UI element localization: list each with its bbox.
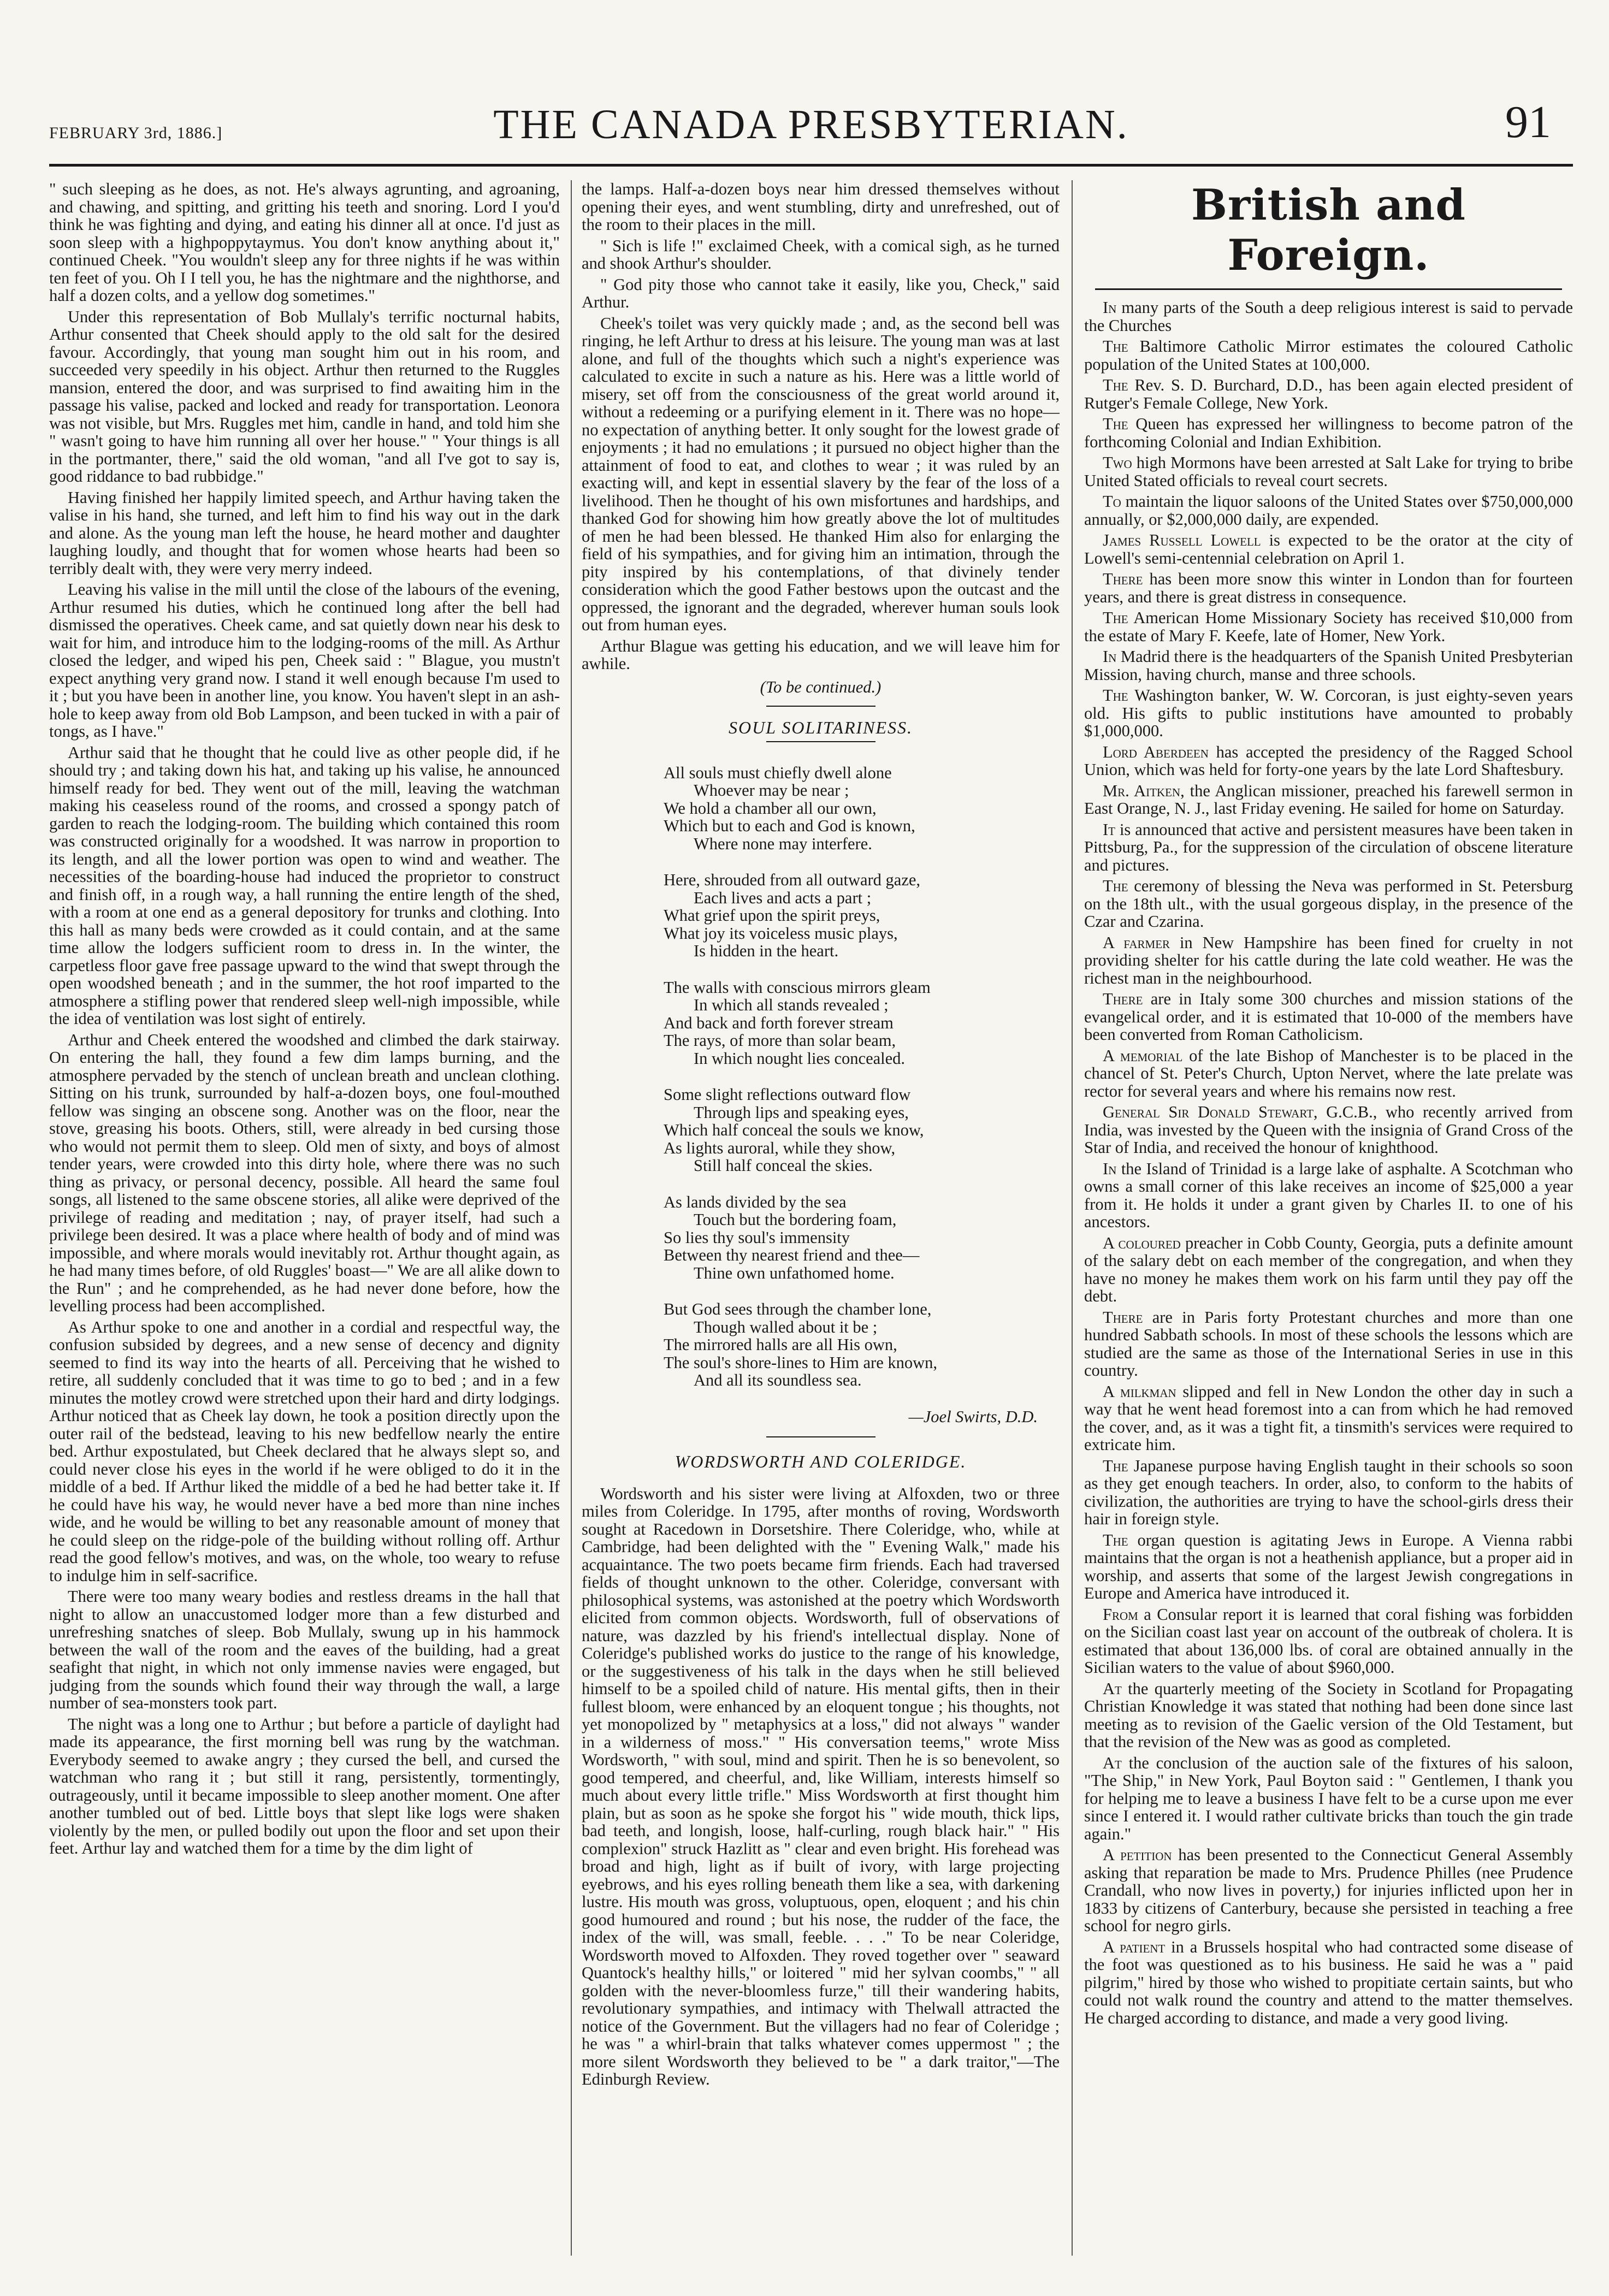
news-item (1084, 415, 1573, 451)
news-item (1084, 1234, 1573, 1305)
poem-stanza (664, 764, 1060, 853)
news-item-lead: General Sir Donald Stewart (1103, 1103, 1314, 1121)
news-item-lead: It (1103, 820, 1115, 839)
story-paragraph: Arthur said that he thought that he could live as other people did, if he should try ; and taking down his hat, and taking up his valise, he announced himself ready for bed. They went out of the mill, leaving the watchman making his ceaseless round of the rooms, and crossed a spongy patch of garden to reach the lodging-room. The building which contained this room was constructed originally for a woodshed. It was narrow in proportion to its length, and all the lower portion was open to wind and weather. The necessities of the boarding-house had induced the proprietor to construct and finish off, in a rough way, a hall running the entire length of the shed, with a room at one end as a general depository for trunks and clothing. Into this hall as many beds were crowded as it could contain, and at the same time allow the lodgers sufficient room to dress in. In the winter, the carpetless floor gave free passage upward to the wind that swept through the open woodshed beneath ; and in the summer, the hot roof imparted to the atmosphere a stifling power that rendered sleep well-nigh impossible, while the idea of ventilation was lost sight of entirely. (49, 743, 560, 1028)
news-item-text: Rev. S. D. Burchard, D.D., has been again elected president of Rutger's Female College, New York. (1084, 376, 1573, 412)
poem-line: Thine own unfathomed home. (694, 1263, 895, 1282)
to-be-continued-note: (To be continued.) (760, 677, 882, 696)
news-item (1084, 493, 1573, 528)
news-item-text: has been more snow this winter in London than for fourteen years, and there is great distress in consequence. (1084, 570, 1573, 606)
news-item-lead: A coloured (1103, 1233, 1181, 1252)
poem-line: The rays, of more than solar beam, (664, 1031, 896, 1050)
news-item-text: the Island of Trinidad is a large lake of asphalte. A Scotchman who owns a small corner of this lake receives an income of $25,000 a year from it. He holds it under a grant given by Charles II. to one of his ancestors. (1084, 1159, 1573, 1231)
news-item (1084, 338, 1573, 373)
poem-line: What joy its voiceless music plays, (664, 924, 898, 943)
poem-line: Is hidden in the heart. (694, 942, 839, 960)
news-item-lead: The (1103, 608, 1128, 627)
news-item (1084, 990, 1573, 1044)
news-item-lead: From (1103, 1605, 1138, 1624)
news-item-lead: The (1103, 686, 1128, 705)
news-item-text: many parts of the South a deep religious interest is said to pervade the Churches (1084, 298, 1573, 335)
news-items-list (1084, 299, 1573, 2027)
poem-line: The mirrored halls are all His own, (664, 1335, 897, 1354)
news-item-lead: There (1103, 1307, 1143, 1327)
news-item-text: of the late Bishop of Manchester is to be placed in the chancel of St. Peter's Church, Upton Nervet, where the late prelate was rector for several years and where his remains now rest. (1084, 1046, 1573, 1100)
news-item-text: ceremony of blessing the Neva was performed in St. Petersburg on the 18th ult., with the usual gorgeous display, in the presence of the Czar and Czarina. (1084, 877, 1573, 931)
news-item-text: has accepted the presidency of the Ragged School Union, which was held for forty-one years by the late Lord Shaftesbury. (1084, 742, 1573, 779)
poem-author: —Joel Swirts, D.D. (908, 1407, 1038, 1426)
news-item (1084, 1754, 1573, 1843)
newspaper-title: THE CANADA PRESBYTERIAN. (493, 102, 1129, 147)
story-paragraph: " such sleeping as he does, as not. He's always agrunting, and agroaning, and chawing, and spitting, and gritting his teeth and snoring. Lord I you'd think he was fighting and dying, and eating his dinner all at once. I'd just as soon sleep with a highpoppytaymus. You don't know anything about it," continued Cheek. "You wouldn't sleep any for three nights if he was within ten feet of you. Oh I I tell you, he has the nightmare and the nighthorse, and half a dozen colts, and a yellow dog sometimes." (49, 180, 560, 305)
news-item-text: Washington banker, W. W. Corcoran, is just eighty-seven years old. His gifts to public institutions have amounted to probably $1,000,000. (1084, 686, 1573, 740)
news-item-text: has been presented to the Connecticut General Assembly asking that reparation be made to Mrs. Prudence Philles (nee Prudence Crandall, who now lives in poverty,) for injuries inflicted upon her in 1833 by citizens of Canterbury, because she persisted in teaching a free school for negro girls. (1084, 1845, 1573, 1935)
poem-line: The walls with conscious mirrors gleam (664, 978, 931, 997)
news-item-lead: A milkman (1103, 1382, 1176, 1401)
poem-stanza (664, 1300, 1060, 1389)
poem-line: We hold a chamber all our own, (664, 798, 877, 818)
news-item-lead: Two (1103, 453, 1132, 472)
news-item-lead: The (1103, 877, 1128, 895)
story-paragraph: The night was a long one to Arthur ; but before a particle of daylight had made its appearance, the first morning bell was rung by the watchman. Everybody seemed to awake angry ; they cursed the bell, and cursed the watchman who rang it ; but still it rang, persistently, tormentingly, outrageously, until it became impossible to sleep another moment. One after another tumbled out of bed. Little boys that slept like logs were shaken violently by the men, or pulled bodily out upon the floor and set upon their feet. Arthur lay and watched them for a time by the dim light of (49, 1714, 560, 1857)
poem-line: All souls must chiefly dwell alone (664, 763, 892, 782)
poem-line: Where none may interfere. (694, 834, 872, 853)
poem-line: In which nought lies concealed. (694, 1049, 906, 1068)
news-item (1084, 376, 1573, 412)
news-item-lead: There (1103, 570, 1143, 588)
story-paragraph: Leaving his valise in the mill until the close of the labours of the evening, Arthur resumed his duties, which he continued long after the bell had dismissed the operatives. Cheek came, and sat quietly down near his desk to wait for him, and introduce him to the lodging-rooms of the mill. As Arthur closed the ledger, and wiped his pen, Cheek said : " Blague, you mustn't expect anything very grand now. I stand it well enough because I'm used to it ; but you have been in another line, you know. You haven't slept in an ash-hole to keep away from old Bob Lampson, and been tucked in with a pair of tongs, as I have." (49, 580, 560, 741)
poem-line: Between thy nearest friend and thee— (664, 1246, 920, 1264)
news-item (1084, 299, 1573, 334)
news-item-lead: In (1103, 647, 1117, 666)
news-item (1084, 1309, 1573, 1380)
poem-line: Which but to each and God is known, (664, 816, 915, 835)
issue-date: FEBRUARY 3rd, 1886.] (49, 124, 223, 142)
news-item-text: are in Italy some 300 churches and mission stations of the evangelical order, and it is estimated that 10-000 of the members have been converted from Roman Catholicism. (1084, 990, 1573, 1044)
news-item-text: , G.C.B., who recently arrived from India, was invested by the Queen with the insignia of Grand Cross of the Star of India, and received the honour of knighthood. (1084, 1103, 1573, 1157)
news-item-lead: At (1103, 1753, 1122, 1772)
news-item (1084, 1103, 1573, 1157)
news-item-lead: James Russell Lowell (1103, 531, 1261, 549)
news-item-text: slipped and fell in New London the other day in such a way that he went head foremost into a can from which he had removed the cover, and, as it was a tight fit, a tinsmith's services were required to extricate him. (1084, 1382, 1573, 1454)
story-paragraph: Under this representation of Bob Mullaly's terrific nocturnal habits, Arthur consented that Cheek should apply to the old salt for the desired favour. Accordingly, that young man sought him out in his room, and succeeded very speedily in his object. Arthur then returned to the Ruggles mansion, entered the door, and was surprised to find awaiting him in the passage his valise, packed and locked and ready for transportation. Leonora was not visible, but Mrs. Ruggles met him, candle in hand, and told him she " wasn't going to have him running all over her house." " Your things is all in the portmanter, there," said the old woman, "and all I've got to say is, good riddance to bad rubbidge." (49, 307, 560, 486)
news-item-lead: There (1103, 990, 1143, 1008)
poem-body (664, 764, 1060, 1389)
news-item (1084, 687, 1573, 740)
story-paragraph: the lamps. Half-a-dozen boys near him dressed themselves without opening their eyes, and went stumbling, dirty and unrefreshed, out of the room to their places in the mill. (582, 180, 1060, 234)
news-item-text: Baltimore Catholic Mirror estimates the coloured Catholic population of the United States at 100,000. (1084, 337, 1573, 374)
poem-line: As lands divided by the sea (664, 1192, 847, 1211)
column-divider (571, 180, 572, 2256)
article-title: WORDSWORTH AND COLERIDGE. (675, 1452, 967, 1471)
column-divider (1072, 180, 1073, 2256)
news-item-lead: The (1103, 1456, 1128, 1475)
news-item-text: , the Anglican missioner, preached his farewell sermon in East Orange, N. J., last Friday evening. He sailed for home on Saturday. (1084, 781, 1573, 818)
news-item-text: in a Brussels hospital who had contracted some disease of the foot was questioned as to his business. He said he was a " paid pilgrim," hired by those who wished to propitiate certain saints, but who could not walk round the country and attend to the matter themselves. He charged according to distance, and made a very good living. (1084, 1937, 1573, 2027)
story-paragraph: " God pity those who cannot take it easily, like you, Check," said Arthur. (582, 275, 1060, 311)
news-item (1084, 1047, 1573, 1100)
news-item-lead: The (1103, 337, 1128, 356)
news-item-lead: A farmer (1103, 933, 1170, 952)
news-item-text: high Mormons have been arrested at Salt Lake for trying to bribe United Stated officials to reveal court secrets. (1084, 453, 1573, 490)
news-item (1084, 1457, 1573, 1528)
story-paragraph: Having finished her happily limited speech, and Arthur having taken the valise in his hand, she turned, and left him to find his way out in the dark and alone. As the young man left the house, he heard mother and daughter laughing loudly, and thought that for women whose hearts had been so terribly dealt with, they were very merry indeed. (49, 488, 560, 578)
news-item (1084, 1160, 1573, 1231)
news-item (1084, 1846, 1573, 1935)
story-paragraph: " Sich is life !" exclaimed Cheek, with a comical sigh, as he turned and shook Arthur's shoulder. (582, 236, 1060, 273)
news-item-lead: Mr. Aitken (1103, 781, 1181, 800)
story-paragraph: Cheek's toilet was very quickly made ; and, as the second bell was ringing, he left Arthur to dress at his leisure. The young man was at last alone, and full of the thoughts which such a night's experience was calculated to excite in such a nature as his. Here was a little world of misery, set off from the consciousness of the great world around it, without a redeeming or a purifying element in it. There was no hope—no expectation of anything better. It only sought for the lowest grade of enjoyments ; it had no emulations ; it pursued no object higher than the attainment of food to eat, and clothes to wear ; it was ruled by an exacting will, and kept in essential slavery by the fear of the loss of a livelihood. Then he thought of his own misfortunes and hardships, and thanked God for showing him how greatly above the lot of multitudes of men he had been blessed. He thanked Him also for enlarging the field of his sympathies, and for giving him an intimation, through the pity inspired by his contemplations, of that divinely tender consideration which the good Father bestows upon the outcast and the oppressed, the ignorant and the degraded, wherever human souls look out from human eyes. (582, 313, 1060, 634)
news-item-text: in New Hampshire has been fined for cruelty in not providing shelter for his cattle during the late cold weather. He was the richest man in the neighbourhood. (1084, 933, 1573, 987)
news-item-text: American Home Missionary Society has received $10,000 from the estate of Mary F. Keefe, late of Homer, New York. (1084, 608, 1573, 645)
section-rule (766, 706, 876, 707)
news-item (1084, 743, 1573, 779)
poem-line: Through lips and speaking eyes, (694, 1103, 909, 1122)
article-paragraph: Wordsworth and his sister were living at Alfoxden, two or three miles from Coleridge. In 1795, after months of roving, Wordsworth sought at Racedown in Dorsetshire. There Coleridge, who, while at Cambridge, had been delighted with the " Evening Walk," made his acquaintance. The two poets became firm friends. Each had traversed fields of thought unknown to the other. Coleridge, conversant with philosophical systems, was astonished at the poetry which Wordsworth elicited from common objects. Wordsworth, full of observations of nature, was dazzled by his friend's intellectual display. None of Coleridge's published works do justice to the range of his knowledge, or the suggestiveness of his talk in the days when he still believed himself to be a spoiled child of nature. His mental gifts, then in their fullest bloom, were enhanced by an eloquent tongue ; his thoughts, not yet monopolized by " metaphysics at a loss," did not always " wander in a wilderness of moss." " His conversation teems," wrote Miss Wordsworth, " with soul, mind and spirit. Then he is so benevolent, so good tempered, and cheerful, and, like William, interests himself so much about every little trifle." Miss Wordsworth at first thought him plain, but as soon as he spoke she forgot his " wide mouth, thick lips, bad teeth, and longish, loose, half-curling, rough black hair." " His complexion" struck Hazlitt as " clear and even bright. His forehead was broad and high, light as if built of ivory, with large projecting eyebrows, and his eyes rolling beneath them like a sea, with darkening lustre. His mouth was gross, voluptuous, open, eloquent ; and his chin good humoured and round ; but his nose, the rudder of the face, the index of the will, was small, feeble. . . ." To be near Coleridge, Wordsworth moved to Alfoxden. They roved together over " seaward Quantock's healthy hills," or loitered " mid her sylvan coombs," " all golden with the never-bloomless furze," till their wandering habits, revolutionary sympathies, and intimacy with Thelwall attracted the notice of the Government. But the villagers had no fear of Coleridge ; he was " a whirl-brain that talks whatever comes uppermost " ; the more silent Wordsworth they believed to be " a dark traitor,"—The Edinburgh Review. (582, 1484, 1060, 2088)
news-item-text: are in Paris forty Protestant churches and more than one hundred Sabbath schools. In most of these schools the lessons which are studied are the same as those of the International Series in use in this country. (1084, 1307, 1573, 1380)
section-rule (766, 741, 876, 742)
page-header (49, 90, 1573, 150)
poem-stanza (664, 1193, 1060, 1282)
news-item-text: organ question is agitating Jews in Europe. A Vienna rabbi maintains that the organ is not a heathenish appliance, but a proper aid in worship, and asserts that some of the largest Jewish congregations in Europe and America have introduced it. (1084, 1530, 1573, 1602)
news-item-text: preacher in Cobb County, Georgia, puts a definite amount of the salary debt on each member of the congregation, and when they have no money he makes them work on his farm until they pay off the debt. (1084, 1233, 1573, 1305)
page-number: 91 (1505, 97, 1551, 147)
poem-line: Some slight reflections outward flow (664, 1085, 911, 1104)
poem-line: Whoever may be near ; (694, 781, 849, 800)
news-item-text: is announced that active and persistent measures have been taken in Pittsburg, Pa., for the suppression of the circulation of obscene literature and pictures. (1084, 820, 1573, 874)
news-item-lead: The (1103, 415, 1128, 433)
poem-line: And back and forth forever stream (664, 1013, 894, 1032)
story-paragraph: As Arthur spoke to one and another in a cordial and respectful way, the confusion subsided by degrees, and a new sense of decency and dignity seemed to find its way into the hearts of all. Perceiving that he wished to retire, all suddenly concluded that it was time to go to bed ; and in a few minutes the motley crowd were stretched upon their hard and dirty lodgings. Arthur noticed that as Cheek lay down, he took a position directly upon the outer rail of the bedstead, leaving to his new bedfellow nearly the entire bed. Arthur expostulated, but Cheek declared that he always slept so, and could never close his eyes in the world if he were obliged to do it in the middle of a bed. If Arthur liked the middle of a bed he had better take it. If he could have his way, he would never have a bed more than nine inches wide, and he would be willing to bet any reasonable amount of money that he could sleep on the ridge-pole of the building without rolling off. Arthur read the good fellow's motives, and was, on the whole, too weary to refuse to indulge him in self-sacrifice. (49, 1317, 560, 1585)
poem-line: And all its soundless sea. (694, 1371, 862, 1389)
news-item-lead: To (1103, 492, 1121, 511)
header-rule (49, 164, 1573, 167)
news-item (1084, 1938, 1573, 2027)
news-item (1084, 570, 1573, 606)
news-item (1084, 454, 1573, 489)
news-item-lead: A memorial (1103, 1046, 1183, 1065)
poem-line: In which all stands revealed ; (694, 996, 889, 1014)
section-heading: British and Foreign. (1191, 180, 1466, 280)
column-3-british-and-foreign (1084, 180, 1573, 2272)
news-item (1084, 1383, 1573, 1454)
poem-title: SOUL SOLITARINESS. (728, 718, 913, 737)
news-item-text: a Consular report it is learned that coral fishing was forbidden on the Sicilian coast last year on account of the outbreak of cholera. It is estimated that about 136,000 lbs. of coral are obtained annually in the Sicilian waters to the value of about $960,000. (1084, 1605, 1573, 1677)
news-item-text: maintain the liquor saloons of the United States over $750,000,000 annually, or $2,000,000 daily, are expended. (1084, 492, 1573, 529)
poem-line: So lies thy soul's immensity (664, 1228, 850, 1247)
news-item (1084, 1680, 1573, 1751)
news-item-text: is expected to be the orator at the city of Lowell's semi-centennial celebration on April 1. (1084, 531, 1573, 567)
story-paragraph: Arthur and Cheek entered the woodshed and climbed the dark stairway. On entering the hall, they found a few dim lamps burning, and the atmosphere pervaded by the stench of unclean breath and unclean clothing. Sitting on his trunk, surrounded by half-a-dozen boys, one foul-mouthed fellow was singing an obscene song. Another was on the floor, near the stove, greasing his boots. Others, still, were already in bed cursing those who would not permit them to sleep. Old men of sixty, and boys of almost tender years, were crowded into this dirty hole, where there was no such thing as privacy, or personal decency, possible. All heard the same foul songs, all listened to the same obscene stories, all alike were deprived of the privilege of reading and meditation ; nay, of prayer itself, had such a privilege been desired. It was a place where health of body and of mind was impossible, and where morals would inevitably rot. Arthur thought again, as he had many times before, of old Ruggles' boast—" We are all alike down to the Run" ; and he comprehended, as he had never done before, how the levelling process had been accomplished. (49, 1030, 560, 1315)
poem-stanza (664, 979, 1060, 1068)
news-item (1084, 821, 1573, 874)
news-item-text: Queen has expressed her willingness to become patron of the forthcoming Colonial and Indian Exhibition. (1084, 415, 1573, 451)
news-item (1084, 782, 1573, 818)
poem-stanza (664, 1086, 1060, 1175)
column-1-serial-story (49, 180, 560, 2272)
poem-line: Touch but the bordering foam, (694, 1210, 897, 1229)
news-item (1084, 1531, 1573, 1602)
news-item (1084, 877, 1573, 931)
news-item-lead: In (1103, 298, 1117, 317)
poem-stanza (664, 871, 1060, 960)
poem-line: Though walled about it be ; (694, 1317, 878, 1336)
poem-line: Each lives and acts a part ; (694, 888, 872, 907)
poem-line: The soul's shore-lines to Him are known, (664, 1353, 938, 1372)
news-item-lead: A patient (1103, 1937, 1166, 1956)
news-item-text: the quarterly meeting of the Society in Scotland for Propagating Christian Knowledge it was stated that nothing had been done since last meeting as to revision of the Gaelic version of the Old Testament, but that the revision of the New was as good as completed. (1084, 1679, 1573, 1751)
news-item-text: Madrid there is the headquarters of the Spanish United Presbyterian Mission, having church, manse and three schools. (1084, 647, 1573, 684)
news-item-text: Japanese purpose having English taught in their schools so soon as they get enough teachers. In order, also, to conform to the habits of civilization, the authorities are trying to have the school-girls dress their hair in foreign style. (1084, 1456, 1573, 1528)
story-paragraph: There were too many weary bodies and restless dreams in the hall that night to allow an unaccustomed lodger more than a few disturbed and unrefreshing snatches of sleep. Bob Mullaly, swung up in his hammock between the wall of the room and the eaves of the building, had a great seafight that night, in which not only immense navies were engaged, but judging from the sounds which found their way through the wall, a large number of sea-monsters took part. (49, 1587, 560, 1712)
poem-line: But God sees through the chamber lone, (664, 1300, 932, 1318)
news-item-lead: A petition (1103, 1845, 1172, 1864)
news-item (1084, 531, 1573, 567)
poem-line: What grief upon the spirit preys, (664, 906, 880, 925)
news-item-text: the conclusion of the auction sale of the fixtures of his saloon, "The Ship," in New York, Paul Boyton said : " Gentlemen, I thank you for helping me to leave a business I have felt to be a curse upon me ever since I entered it. I would rather cultivate bricks than touch the gin trade again." (1084, 1753, 1573, 1843)
news-item-lead: Lord Aberdeen (1103, 742, 1209, 761)
news-item-lead: The (1103, 376, 1128, 394)
section-rule (1095, 288, 1562, 290)
news-item-lead: The (1103, 1530, 1128, 1549)
section-rule (766, 1436, 876, 1437)
news-item-lead: In (1103, 1159, 1117, 1178)
news-item (1084, 1606, 1573, 1677)
news-item (1084, 609, 1573, 644)
news-item (1084, 648, 1573, 683)
poem-line: As lights auroral, while they show, (664, 1138, 896, 1157)
poem-line: Which half conceal the souls we know, (664, 1121, 924, 1139)
column-2 (582, 180, 1060, 2272)
news-item-lead: At (1103, 1679, 1122, 1698)
poem-line: Still half conceal the skies. (694, 1156, 873, 1175)
news-item (1084, 934, 1573, 987)
story-paragraph: Arthur Blague was getting his education, and we will leave him for awhile. (582, 636, 1060, 673)
poem-line: Here, shrouded from all outward gaze, (664, 871, 921, 889)
